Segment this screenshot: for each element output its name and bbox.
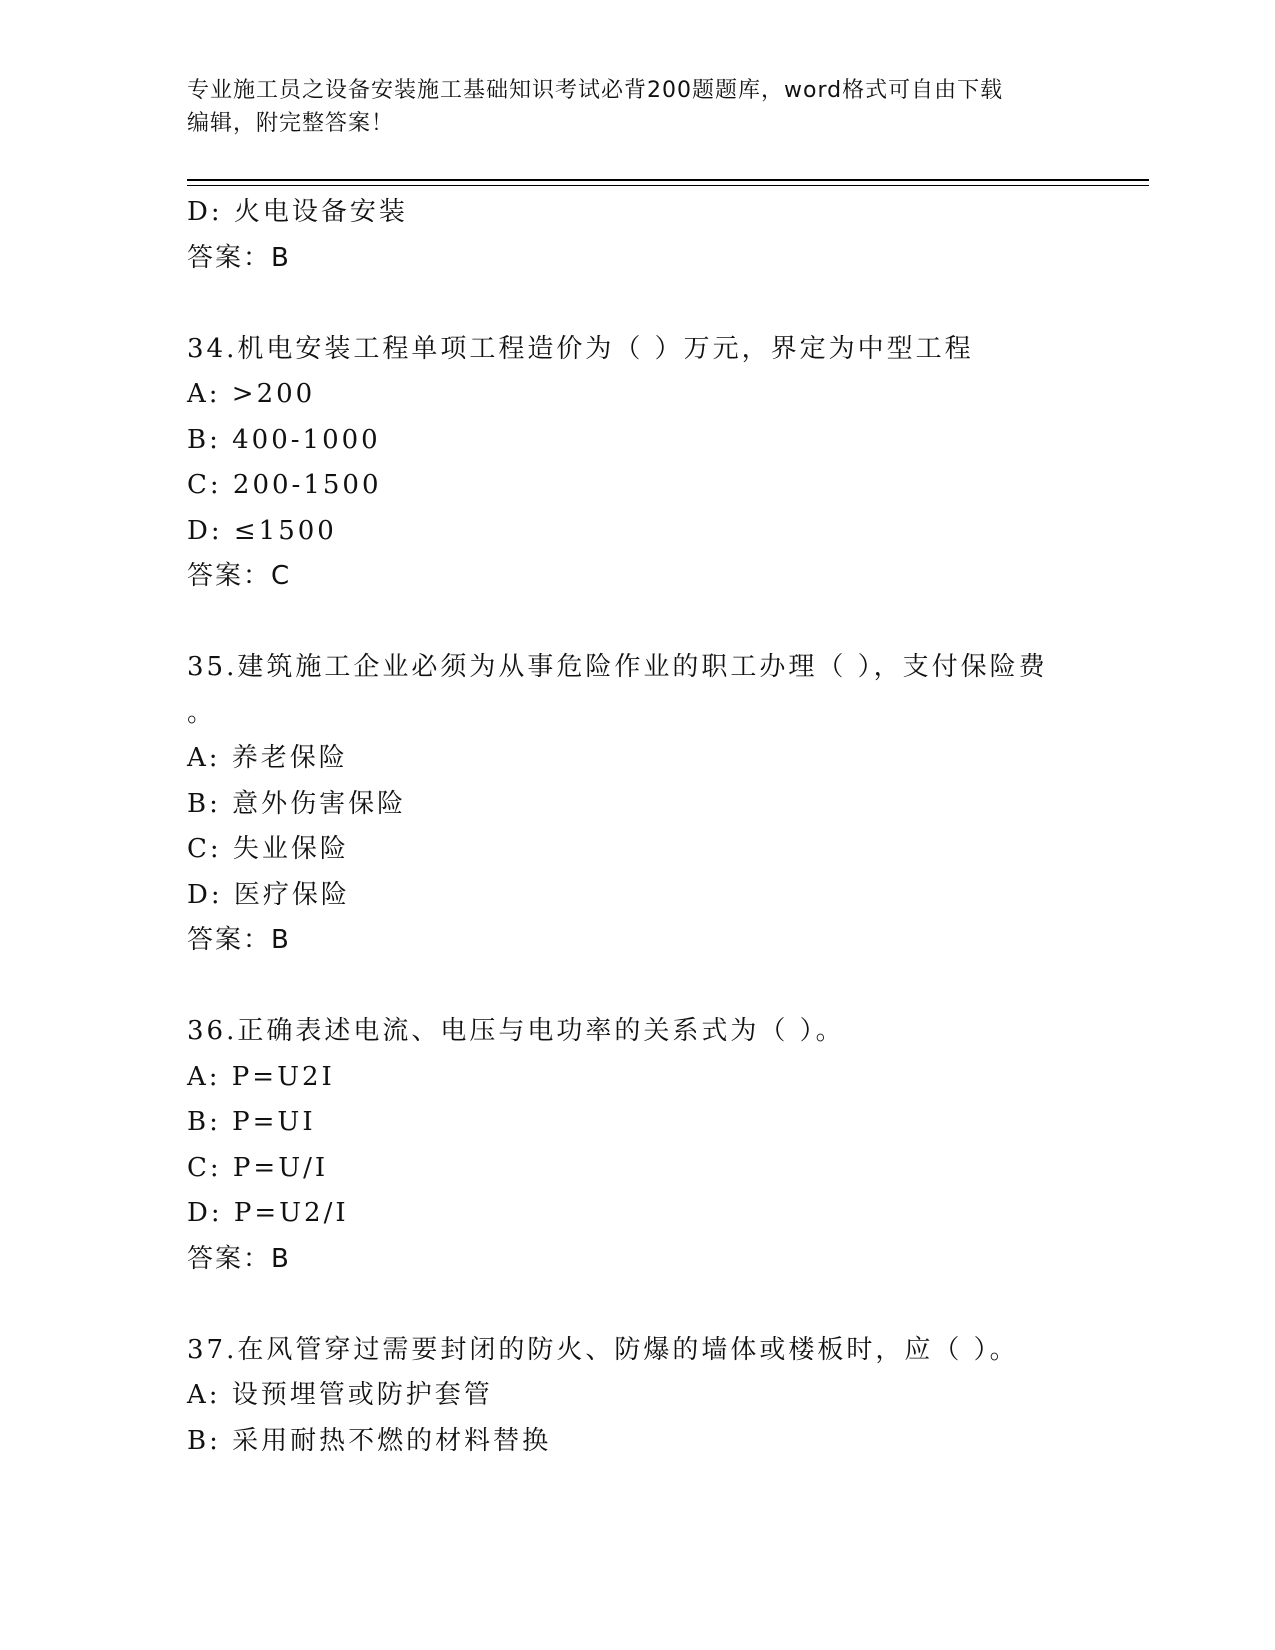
question-list — [187, 190, 1087, 1464]
option-d: D: 火电设备安装 — [187, 197, 408, 227]
option-a: A: 设预埋管或防护套管 — [187, 1380, 493, 1410]
answer-line: 答案：B — [187, 242, 291, 273]
option-d: D: 医疗保险 — [187, 879, 350, 910]
spacer — [187, 281, 1087, 327]
option-d: D: ≤1500 — [187, 515, 337, 546]
option-b: B: 意外伤害保险 — [187, 788, 407, 819]
option-c: C: 失业保险 — [187, 834, 349, 864]
spacer — [187, 964, 1087, 1010]
question-37-stem: 37.在风管穿过需要封闭的防火、防爆的墙体或楼板时，应（ ）。 — [187, 1334, 1019, 1365]
answer-line: 答案：C — [187, 561, 292, 591]
option-b: B: 采用耐热不燃的材料替换 — [187, 1425, 552, 1456]
question-34-stem: 34.机电安装工程单项工程造价为（ ）万元，界定为中型工程 — [187, 333, 974, 364]
question-35-stem: 35.建筑施工企业必须为从事危险作业的职工办理（ ），支付保险费 — [187, 652, 1048, 682]
option-b: B: 400-1000 — [187, 424, 381, 455]
answer-line: 答案：B — [187, 1243, 291, 1274]
question-36-stem: 36.正确表述电流、电压与电功率的关系式为（ ）。 — [187, 1016, 845, 1046]
spacer — [187, 1282, 1087, 1328]
option-b: B: P=UI — [187, 1107, 316, 1137]
option-d: D: P=U2/I — [187, 1198, 349, 1228]
option-c: C: 200-1500 — [187, 470, 382, 500]
document-header — [187, 74, 1087, 140]
option-c: C: P=U/I — [187, 1152, 329, 1183]
header-line-1: 专业施工员之设备安装施工基础知识考试必背200题题库，word格式可自由下载 — [187, 78, 1004, 103]
spacer — [187, 600, 1087, 646]
header-line-2: 编辑，附完整答案！ — [187, 111, 395, 136]
option-a: A: >200 — [187, 379, 316, 409]
question-35-stem-continuation: 。 — [187, 697, 214, 728]
answer-line: 答案：B — [187, 925, 291, 955]
option-a: A: P=U2I — [187, 1061, 335, 1092]
header-rule-thin — [187, 185, 1149, 186]
option-a: A: 养老保险 — [187, 743, 348, 773]
header-rule-thick — [187, 179, 1149, 181]
